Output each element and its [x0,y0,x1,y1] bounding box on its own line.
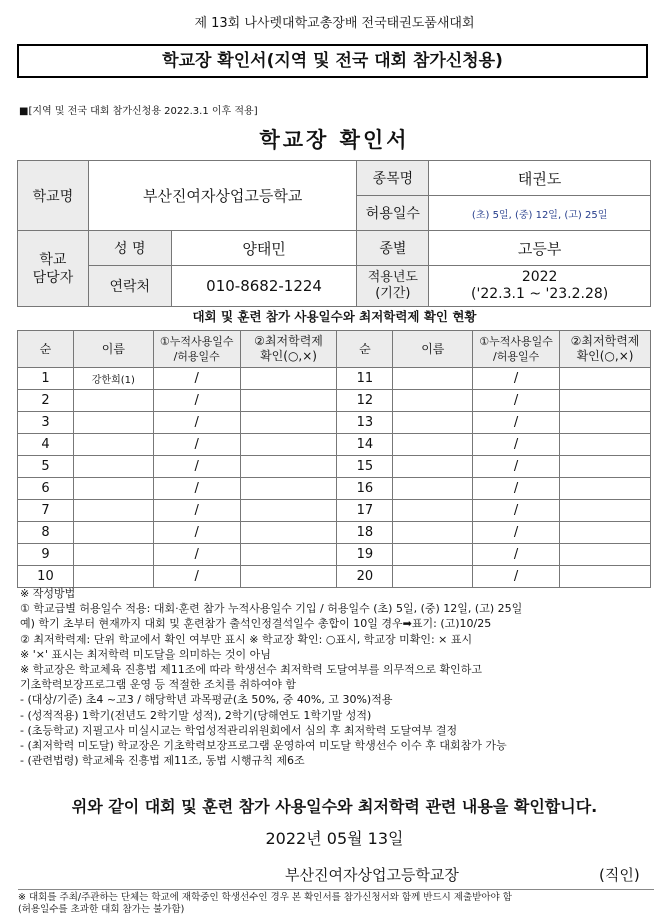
cell-check [560,544,651,566]
table-row [18,522,651,544]
year-label: 적용년도 (기간) [357,266,429,307]
cell-days: / [153,368,240,390]
cell-check [560,390,651,412]
cell-num: 17 [337,500,393,522]
phone-label: 연락처 [88,266,171,307]
col-num-header: 순 [337,331,393,368]
official-seal: (직인) [599,866,640,884]
col-days-header: ①누적사용일수 /허용일수 [473,331,560,368]
cell-name [393,522,473,544]
cell-name [73,434,153,456]
cell-check [240,478,337,500]
cell-check [240,434,337,456]
cell-name [393,500,473,522]
cell-days: / [473,434,560,456]
col-name-header: 이름 [73,331,153,368]
cell-days: / [473,544,560,566]
note-line: ※ 작성방법 [20,587,76,600]
cell-num: 1 [18,368,74,390]
cell-name [393,368,473,390]
year-value: 2022 [521,269,558,285]
form-banner: 학교장 확인서(지역 및 전국 대회 참가신청용) [17,44,648,78]
cell-check [240,368,337,390]
cell-days: / [473,566,560,588]
note-line: ※ '×' 표시는 최저학력 미도달을 의미하는 것이 아님 [20,647,271,661]
cell-num: 4 [18,434,74,456]
table-row [18,566,651,588]
note-line: 기초학력보장프로그램 운영 등 적절한 조치를 취하여야 함 [20,678,297,692]
cell-num: 15 [337,456,393,478]
cell-num: 7 [18,500,74,522]
table-row [18,434,651,456]
event-title: 제 13회 나사렛대학교총장배 전국태권도품새대회 [194,16,475,31]
cell-days: / [153,434,240,456]
col-name-header: 이름 [393,331,473,368]
table-row [18,544,651,566]
cell-num: 3 [18,412,74,434]
participation-table [17,330,651,588]
cell-num: 5 [18,456,74,478]
contact-name: 양태민 [171,231,357,266]
cell-days: / [153,412,240,434]
contact-label: 학교 담당자 [18,231,89,307]
document-title: 학교장 확인서 [259,128,410,152]
cell-num: 10 [18,566,74,588]
table-row [18,412,651,434]
event-label: 종목명 [357,161,429,196]
cell-num: 9 [18,544,74,566]
cell-num: 12 [337,390,393,412]
cell-num: 16 [337,478,393,500]
cell-name [393,434,473,456]
cell-name [393,478,473,500]
instructions [20,586,522,768]
cell-days: / [153,500,240,522]
issue-date: 2022년 05월 13일 [265,829,404,848]
note-line: - (성적적용) 1학기(전년도 2학기말 성적), 2학기(당해연도 1학기말 성적) [20,708,372,722]
note-line: - (대상/기준) 초4 ~고3 / 해당학년 과목평균(초 50%, 중 40%, 고 30%)적용 [20,693,393,707]
cell-num: 14 [337,434,393,456]
cell-days: / [473,500,560,522]
school-label: 학교명 [18,161,89,231]
cell-num: 8 [18,522,74,544]
cell-check [560,500,651,522]
cell-name [73,566,153,588]
cell-check [560,434,651,456]
table-row [18,390,651,412]
cell-check [560,456,651,478]
cell-days: / [473,368,560,390]
cell-days: / [153,456,240,478]
footer-remark [18,889,654,916]
table-row [18,478,651,500]
table-row [18,500,651,522]
cell-check [240,544,337,566]
cell-num: 11 [337,368,393,390]
school-info-table [17,160,651,307]
cell-days: / [153,522,240,544]
cell-check [240,390,337,412]
cell-name: 강한희(1) [73,368,153,390]
cell-name [73,500,153,522]
cell-name [393,544,473,566]
cell-days: / [153,478,240,500]
cell-name [73,478,153,500]
note-line: - (최저학력 미도달) 학교장은 기초학력보장프로그램 운영하여 미도달 학생선수 이수 후 대회참가 가능 [20,739,507,753]
cell-check [240,412,337,434]
cell-days: / [153,566,240,588]
cell-check [240,500,337,522]
remark-line: ※ 대회를 주최/주관하는 단체는 학교에 재학중인 학생선수인 경우 본 확인서를 참가신청서와 함께 반드시 제출받아야 함 [18,892,512,903]
level-value: 고등부 [429,231,651,266]
remark-line: (허용일수를 초과한 대회 참가는 불가함) [18,904,185,915]
cell-check [560,478,651,500]
cell-days: / [473,456,560,478]
cell-days: / [473,390,560,412]
cell-check [560,566,651,588]
cell-name [73,390,153,412]
note-line: - (관련법령) 학교체육 진흥법 제11조, 동법 시행규칙 제6조 [20,754,305,768]
cell-num: 18 [337,522,393,544]
cell-name [73,522,153,544]
event-value: 태권도 [429,161,651,196]
cell-num: 13 [337,412,393,434]
principal-signature: 부산진여자상업고등학교장 [285,866,459,884]
level-label: 종별 [357,231,429,266]
note-line: ① 학교급별 허용일수 적용: 대회·훈련 참가 누적사용일수 기입 / 허용일수 (초) 5일, (중) 12일, (고) 25일 [20,602,523,616]
note-line: 예) 학기 초부터 현재까지 대회 및 훈련참가 출석인정결석일수 총합이 10일 경우➡표기: (고)10/25 [20,617,492,631]
cell-name [393,390,473,412]
table-row [18,456,651,478]
cell-check [560,412,651,434]
cell-num: 6 [18,478,74,500]
cell-check [240,522,337,544]
confirmation-statement: 위와 같이 대회 및 훈련 참가 사용일수와 최저학력 관련 내용을 확인합니다. [71,797,598,816]
col-days-header: ①누적사용일수 /허용일수 [153,331,240,368]
school-name: 부산진여자상업고등학교 [88,161,357,231]
cell-num: 19 [337,544,393,566]
cell-days: / [473,522,560,544]
cell-check [240,566,337,588]
name-label: 성 명 [88,231,171,266]
applicability-notice: ■[지역 및 전국 대회 참가신청용 2022.3.1 이후 적용] [19,106,258,117]
note-line: ② 최저학력제: 단위 학교에서 확인 여부만 표시 ※ 학교장 확인: ○표시, 학교장 미확인: × 표시 [20,632,473,646]
cell-name [73,456,153,478]
cell-check [240,456,337,478]
cell-name [393,566,473,588]
cell-days: / [153,544,240,566]
cell-days: / [473,412,560,434]
cell-num: 20 [337,566,393,588]
cell-days: / [153,390,240,412]
table-row [18,368,651,390]
contact-phone: 010-8682-1224 [171,266,357,307]
cell-check [560,368,651,390]
cell-name [73,544,153,566]
cell-name [393,456,473,478]
cell-days: / [473,478,560,500]
period-value: ('22.3.1 ~ '23.2.28) [471,286,609,302]
allowed-days-value: (초) 5일, (중) 12일, (고) 25일 [429,196,651,231]
allowed-days-label: 허용일수 [357,196,429,231]
cell-name [73,412,153,434]
col-academic-header: ②최저학력제 확인(○,×) [240,331,337,368]
note-line: ※ 학교장은 학교체육 진흥법 제11조에 따라 학생선수 최저학력 도달여부를 의무적으로 확인하고 [20,663,482,677]
cell-name [393,412,473,434]
cell-num: 2 [18,390,74,412]
cell-check [560,522,651,544]
note-line: - (초등학교) 지필고사 미실시교는 학업성적관리위원회에서 심의 후 최저학력 도달여부 결정 [20,723,458,737]
col-num-header: 순 [18,331,74,368]
section-title: 대회 및 훈련 참가 사용일수와 최저학력제 확인 현황 [192,309,477,324]
col-academic-header: ②최저학력제 확인(○,×) [560,331,651,368]
